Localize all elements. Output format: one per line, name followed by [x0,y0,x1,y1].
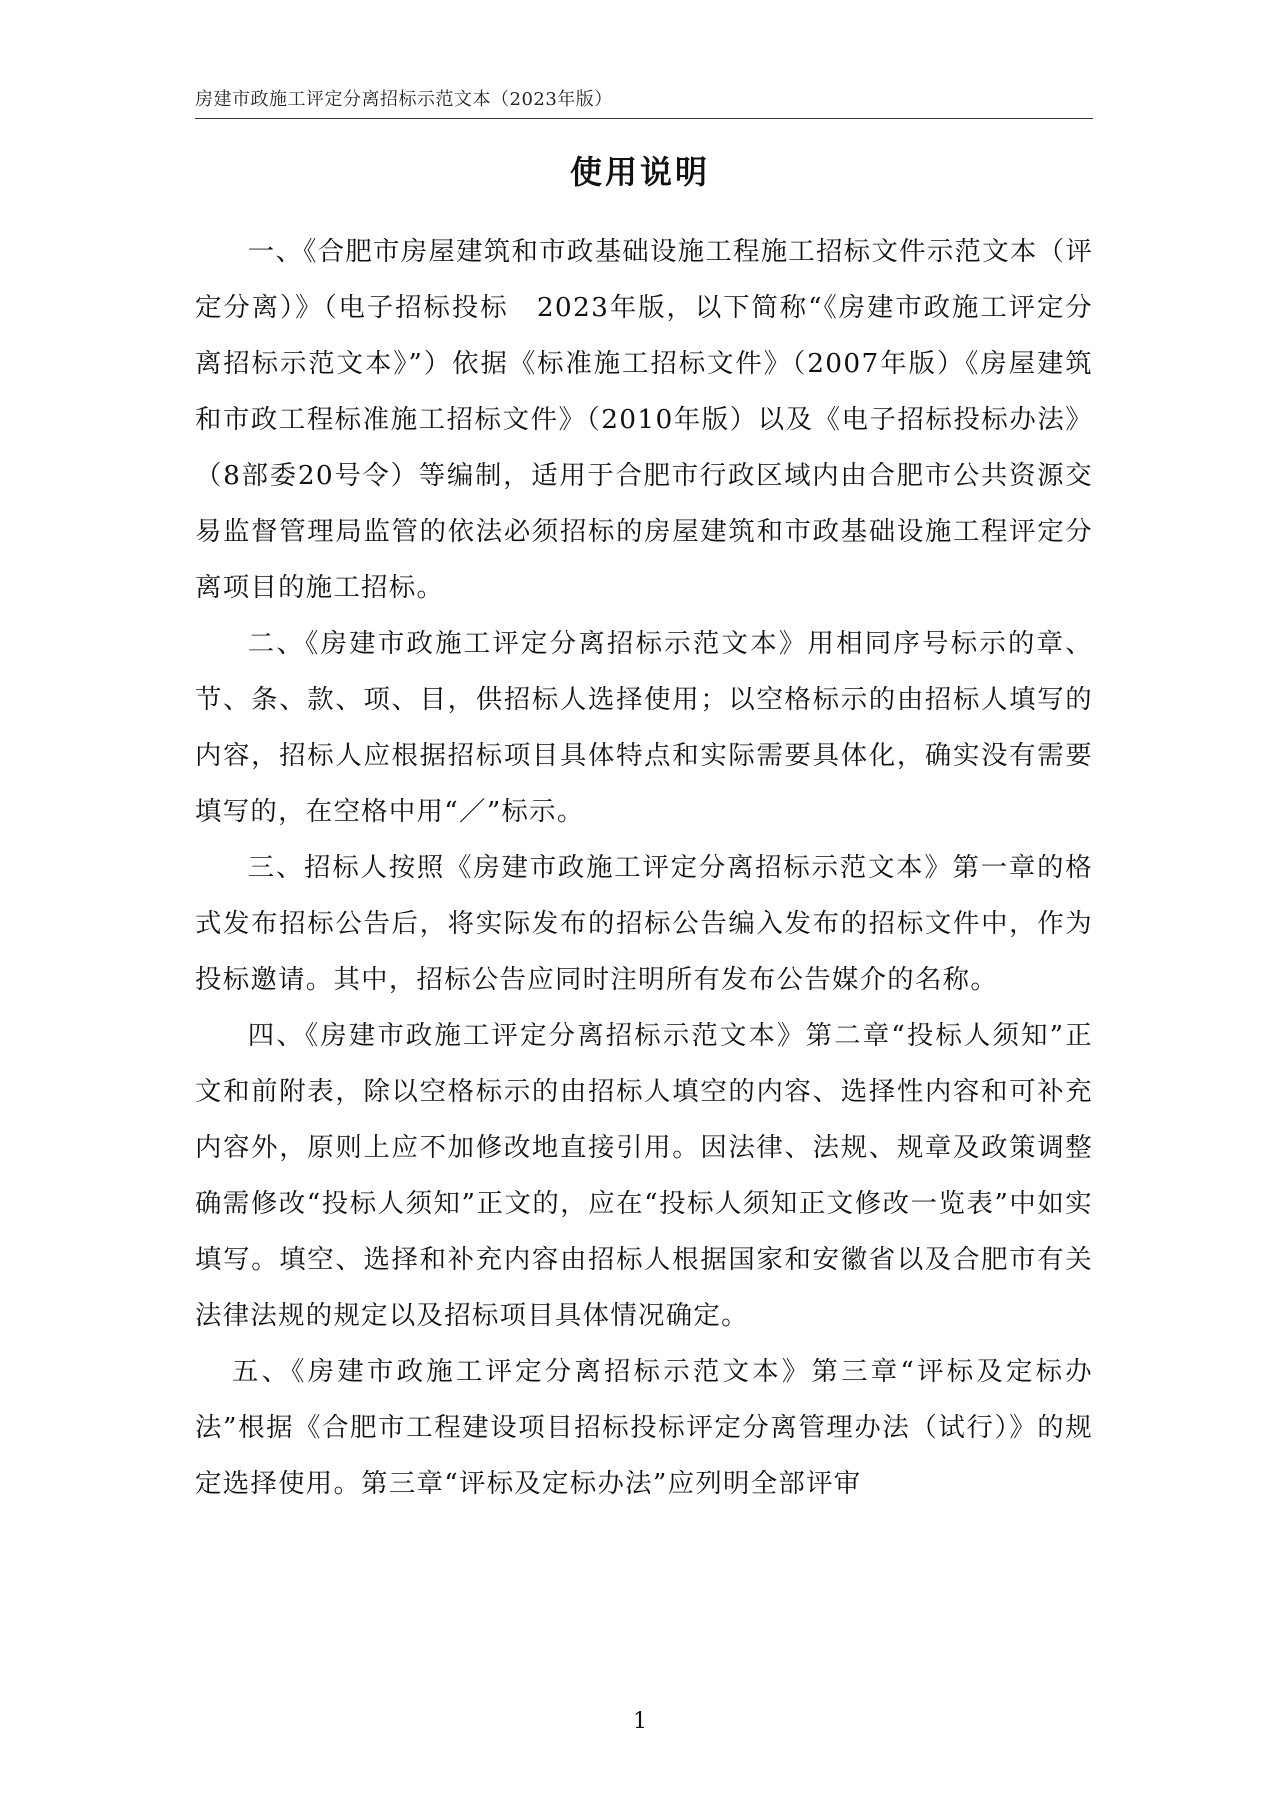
paragraph-2: 二、《房建市政施工评定分离招标示范文本》用相同序号标示的章、节、条、款、项、目，供招标人选择使用；以空格标示的由招标人填写的内容，招标人应根据招标项目具体特点和实际需要具体化，确实没有需要填写的，在空格中用“／”标示。 [195,628,1093,827]
running-header: 房建市政施工评定分离招标示范文本（2023年版） [195,89,613,110]
paragraph-5: 五、《房建市政施工评定分离招标示范文本》第三章“评标及定标办法”根据《合肥市工程建设项目招标投标评定分离管理办法（试行）》的规定选择使用。第三章“评标及定标办法”应列明全部评审 [195,1356,1093,1499]
paragraph-4: 四、《房建市政施工评定分离招标示范文本》第二章“投标人须知”正文和前附表，除以空格标示的由招标人填空的内容、选择性内容和可补充内容外，原则上应不加修改地直接引用。因法律、法规、规章及政策调整确需修改“投标人须知”正文的，应在“投标人须知正文修改一览表”中如实填写。填空、选择和补充内容由招标人根据国家和安徽省以及合肥市有关法律法规的规定以及招标项目具体情况确定。 [195,1020,1093,1331]
page-number: 1 [633,1709,647,1734]
document-body [195,224,1093,1512]
paragraph-1: 一、《合肥市房屋建筑和市政基础设施工程施工招标文件示范文本（评定分离）》（电子招标投标 2023年版，以下简称“《房建市政施工评定分离招标示范文本》”）依据《标准施工招标文件》（2007年版）《房屋建筑和市政工程标准施工招标文件》（2010年版）以及《电子招标投标办法》（8部委20号令）等编制，适用于合肥市行政区域内由合肥市公共资源交易监督管理局监管的依法必须招标的房屋建筑和市政基础设施工程评定分离项目的施工招标。 [195,236,1094,603]
paragraph-3: 三、招标人按照《房建市政施工评定分离招标示范文本》第一章的格式发布招标公告后，将实际发布的招标公告编入发布的招标文件中，作为投标邀请。其中，招标公告应同时注明所有发布公告媒介的名称。 [195,852,1093,995]
page-title: 使用说明 [569,153,710,191]
header-divider [195,118,1093,119]
